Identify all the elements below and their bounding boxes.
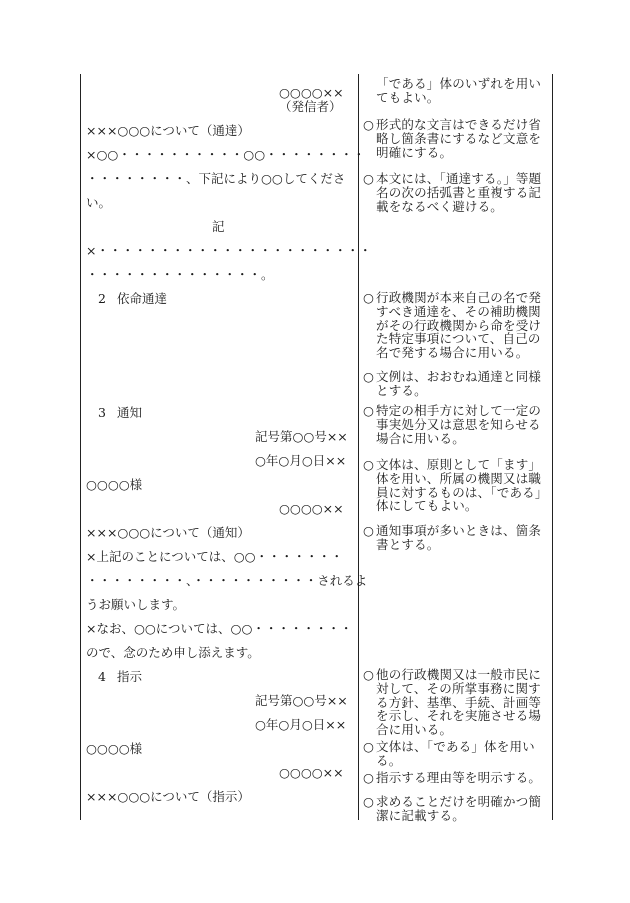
- tsutatsu-body-line: い。: [86, 195, 112, 210]
- bullet-circle-icon: ○: [363, 794, 374, 809]
- tsutatsu-subject: ×××○○○について（通達）: [86, 123, 250, 138]
- note-text: 他の行政機関又は一般市民に 対して、その所掌事務に関す る方針、基準、手続、計画等 を示し、それを実施させる場 合に用いる。: [376, 667, 542, 738]
- section-3-number: 3: [98, 405, 106, 420]
- note-item: [363, 118, 553, 159]
- section-2-number: 2: [98, 291, 106, 306]
- note-item: [363, 458, 553, 513]
- note-text: 本文には、「通達する。」等題 名の次の括弧書と重複する記 載をなるべく避ける。: [376, 171, 542, 214]
- note-item: [363, 668, 553, 737]
- bullet-circle-icon: ○: [363, 117, 374, 132]
- note-text: 行政機関が本来自己の名で発 すべき通達を、その補助機関 がその行政機関から命を受け た特定事項について、自己の 名で発する場合に用いる。: [376, 290, 542, 361]
- bullet-circle-icon: ○: [363, 523, 374, 538]
- shiji-addressee: ○○○○様: [86, 741, 143, 756]
- left-border-line: [80, 74, 81, 820]
- note-text: 通知事項が多いときは、箇条 書とする。: [376, 523, 542, 552]
- section-3-title: 通知: [117, 405, 143, 420]
- bullet-circle-icon: ○: [363, 171, 374, 186]
- column-divider-line: [358, 74, 359, 820]
- note-item: [363, 771, 553, 785]
- note-item: [363, 524, 553, 552]
- shiji-doc-number: 記号第○○号××: [255, 693, 348, 708]
- note-text: 「である」体のいずれを用い てもよい。: [376, 76, 542, 105]
- tsuchi-sender: ○○○○××: [279, 501, 344, 516]
- tsuchi-addressee: ○○○○様: [86, 477, 143, 492]
- tsuchi-body-line: ので、念のため申し添えます。: [86, 645, 260, 660]
- tsuchi-body-line: ×上記のことについては、○○・・・・・・・: [86, 549, 344, 564]
- bullet-circle-icon: ○: [363, 290, 374, 305]
- shiji-date: ○年○月○日××: [255, 717, 347, 732]
- note-text: 文例は、おおむね通達と同様 とする。: [376, 369, 542, 398]
- ki-body-line: ×・・・・・・・・・・・・・・・・・・・・・・: [86, 243, 372, 258]
- section-2-title: 依命通達: [117, 291, 168, 306]
- sender-name: ○○○○××: [279, 85, 344, 100]
- tsuchi-doc-number: 記号第○○号××: [255, 429, 348, 444]
- note-text: 形式的な文言はできるだけ省 略し箇条書にするなど文意を 明確にする。: [376, 117, 542, 160]
- note-text: 特定の相手方に対して一定の 事実処分又は意思を知らせる 場合に用いる。: [376, 403, 542, 446]
- note-text: 文体は、原則として「ます」 体を用い、所属の機関又は職 員に対するものは、「である」 体にしてもよい。: [376, 457, 548, 514]
- section-4-number: 4: [98, 669, 106, 684]
- note-item: [363, 740, 553, 768]
- shiji-sender: ○○○○××: [279, 765, 344, 780]
- tsuchi-subject: ×××○○○について（通知）: [86, 525, 250, 540]
- tsutatsu-body-line: ×○○・・・・・・・・・・○○・・・・・・・・: [86, 147, 366, 162]
- note-text: 求めることだけを明確かつ簡 潔に記載する。: [376, 794, 542, 823]
- ki-heading: 記: [212, 219, 225, 234]
- tsutatsu-body-line: ・・・・・・・・、下記により○○してくださ: [86, 171, 346, 186]
- note-item: [363, 795, 553, 823]
- tsuchi-date: ○年○月○日××: [255, 453, 347, 468]
- shiji-subject: ×××○○○について（指示）: [86, 789, 250, 804]
- tsuchi-body-line: ×なお、○○については、○○・・・・・・・・: [86, 621, 353, 636]
- note-item: [363, 370, 553, 398]
- note-text: 文体は、「である」体を用い る。: [376, 739, 535, 768]
- section-4-title: 指示: [117, 669, 143, 684]
- bullet-circle-icon: ○: [363, 457, 374, 472]
- note-continuation: [363, 77, 553, 105]
- tsuchi-body-line: ・・・・・・・・、・・・・・・・・・・されるよ: [86, 573, 368, 588]
- bullet-circle-icon: ○: [363, 739, 374, 754]
- note-item: [363, 404, 553, 445]
- ki-body-line: ・・・・・・・・・・・・・・。: [86, 267, 274, 282]
- sender-label: （発信者）: [279, 99, 342, 114]
- bullet-circle-icon: ○: [363, 369, 374, 384]
- bullet-circle-icon: ○: [363, 770, 374, 785]
- bullet-circle-icon: ○: [363, 403, 374, 418]
- note-item: [363, 291, 553, 360]
- bullet-circle-icon: ○: [363, 667, 374, 682]
- note-text: 指示する理由等を明示する。: [376, 770, 542, 785]
- note-item: [363, 172, 553, 213]
- tsuchi-body-line: うお願いします。: [86, 597, 186, 612]
